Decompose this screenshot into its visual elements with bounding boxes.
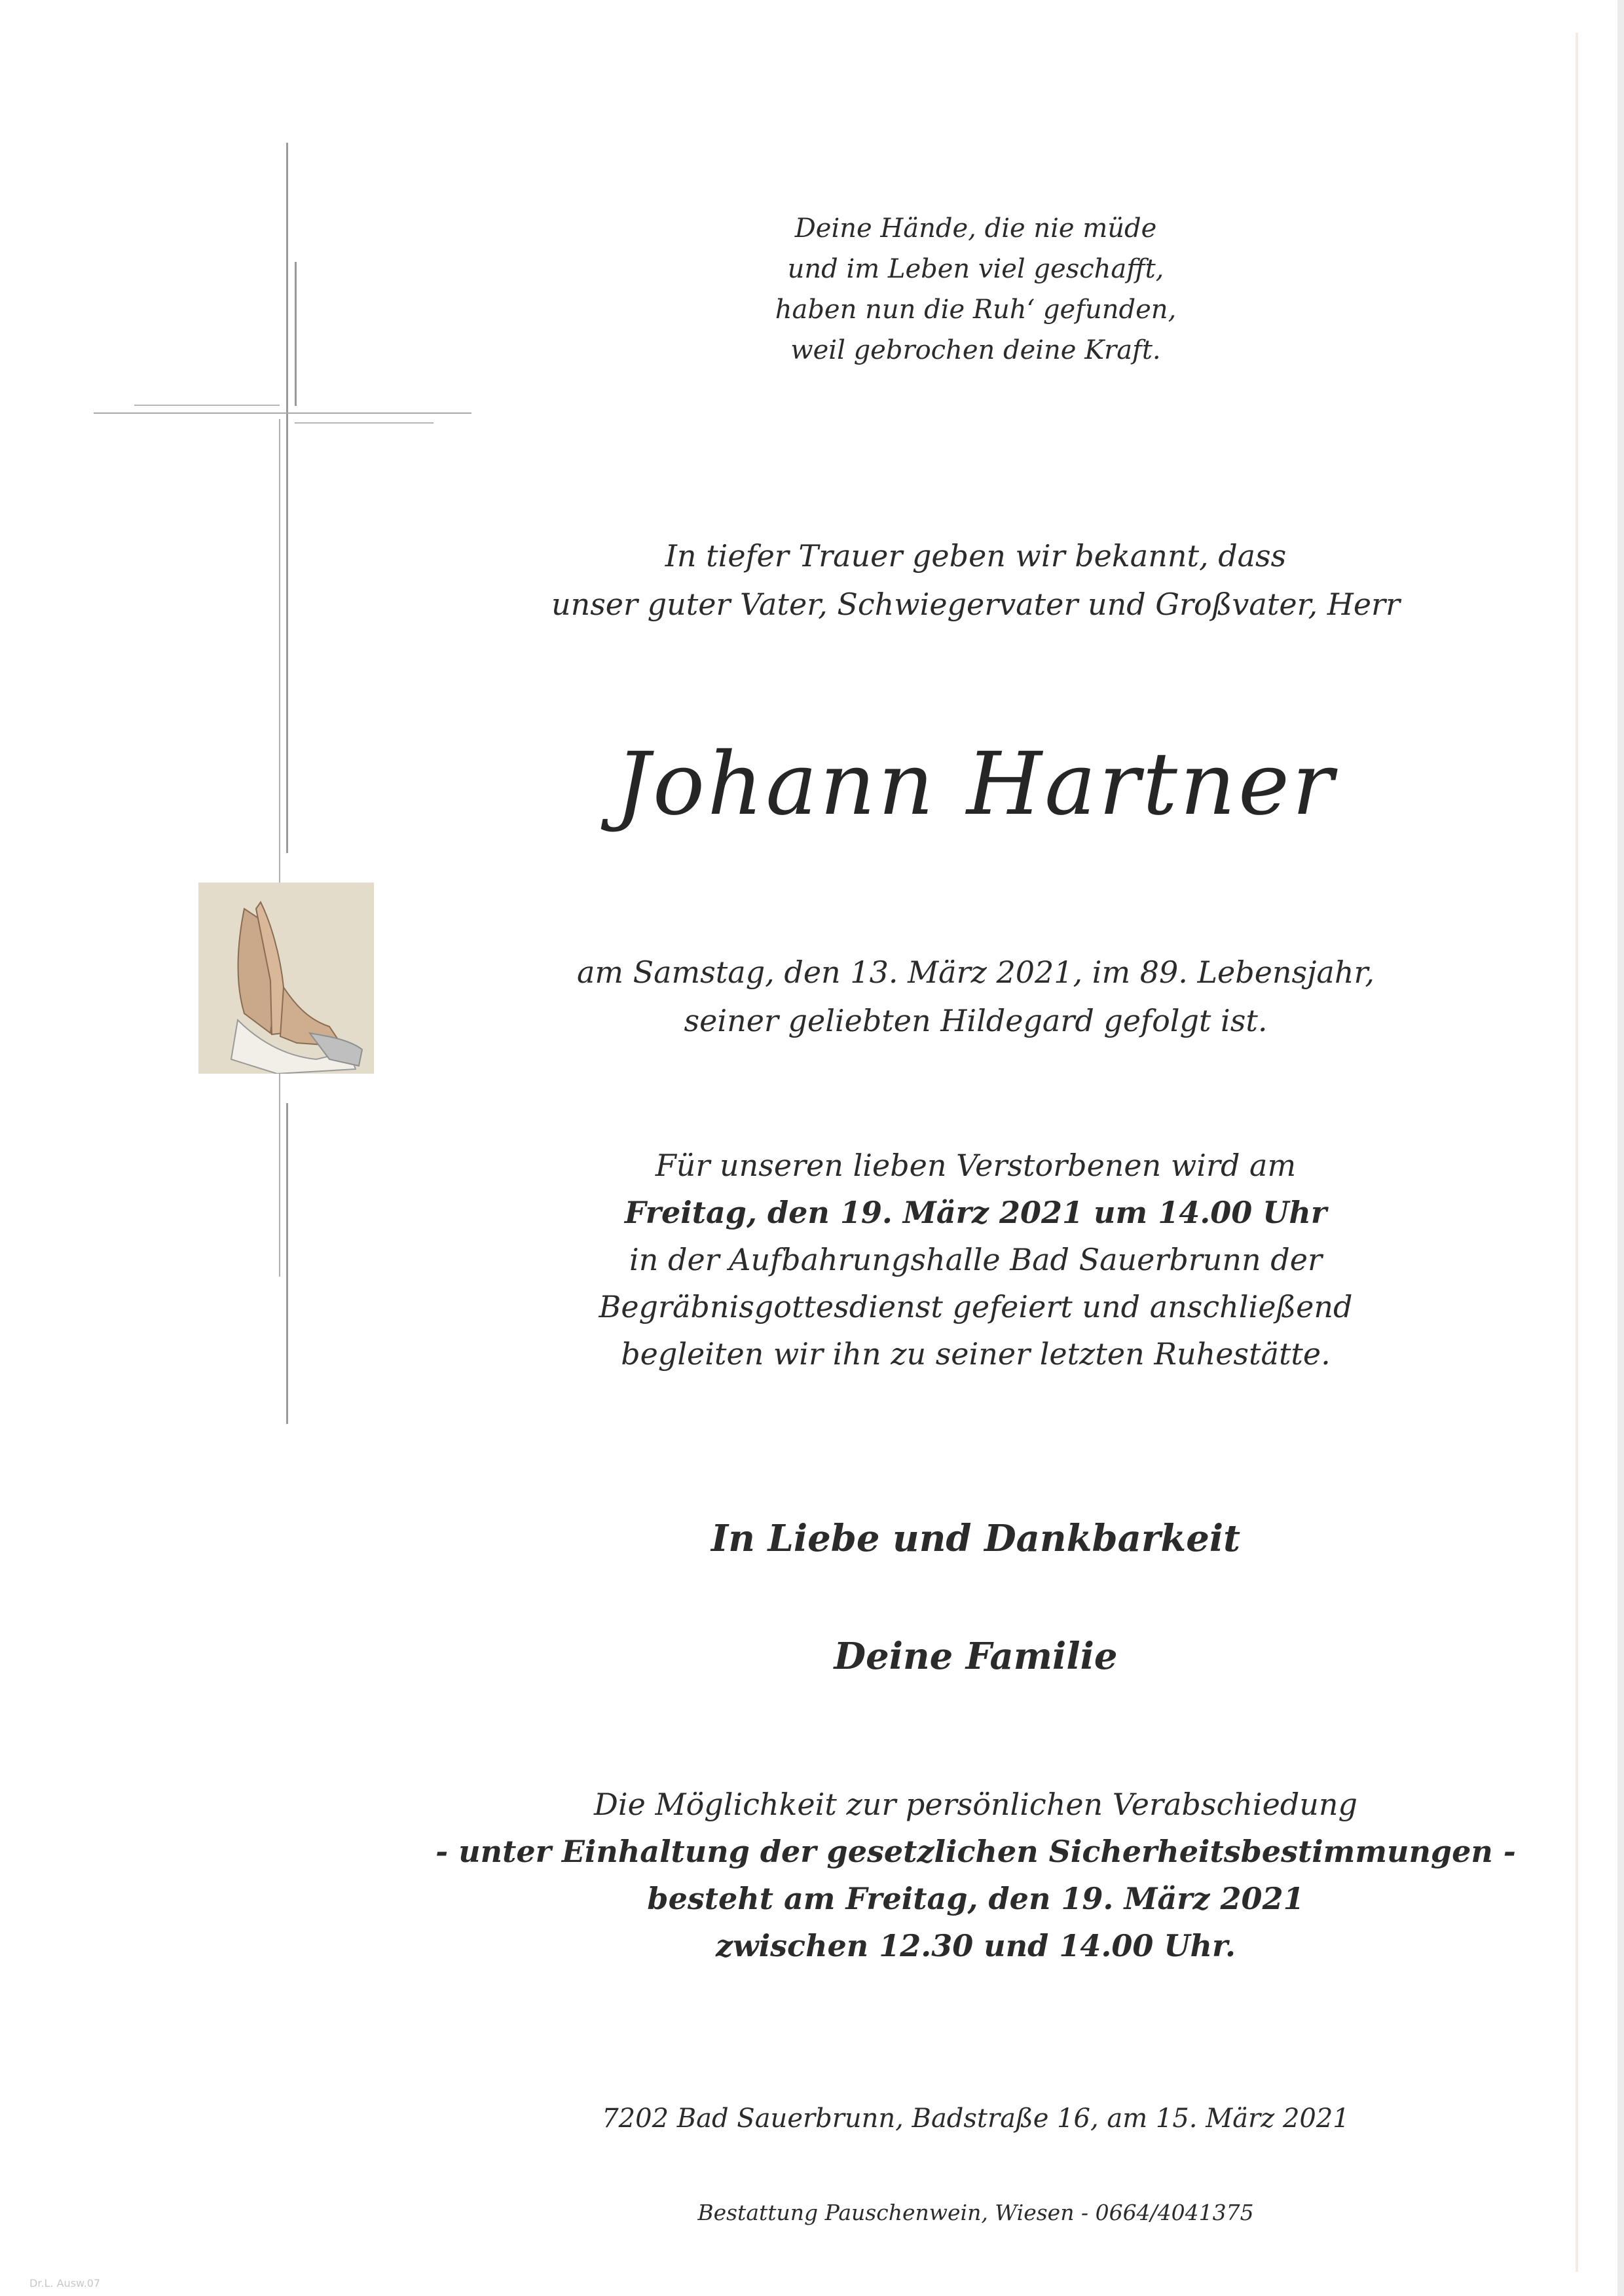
service-line: Für unseren lieben Verstorbenen wird am: [655, 1148, 1297, 1183]
poem-line: haben nun die Ruh‘ gefunden,: [775, 295, 1177, 325]
closing-phrase: In Liebe und Dankbarkeit: [711, 1517, 1240, 1560]
death-notice-line: seiner geliebten Hildegard gefolgt ist.: [684, 1003, 1268, 1038]
poem-line: Deine Hände, die nie müde: [794, 213, 1157, 244]
cross-vertical-line-thin: [279, 419, 280, 1277]
family-signature: Deine Familie: [834, 1635, 1118, 1678]
service-line: Begräbnisgottesdienst gefeiert und anschließend: [599, 1289, 1353, 1324]
service-line: in der Aufbahrungshalle Bad Sauerbrunn der: [629, 1242, 1322, 1277]
cross-vertical-line-short: [295, 262, 297, 406]
farewell-line: Die Möglichkeit zur persönlichen Verabschiedung: [594, 1787, 1357, 1822]
cross-vertical-line: [286, 143, 288, 853]
intro-line: unser guter Vater, Schwiegervater und Großvater, Herr: [551, 587, 1401, 622]
place-date: 7202 Bad Sauerbrunn, Badstraße 16, am 15. März 2021: [602, 2104, 1350, 2134]
service-line: begleiten wir ihn zu seiner letzten Ruhestätte.: [621, 1336, 1331, 1372]
farewell-line: - unter Einhaltung der gesetzlichen Sicherheitsbestimmungen -: [435, 1834, 1516, 1869]
praying-hands-image: [198, 883, 374, 1074]
cross-horizontal-line-left: [134, 405, 280, 406]
death-notice-line: am Samstag, den 13. März 2021, im 89. Lebensjahr,: [576, 955, 1375, 990]
scan-edge: [1617, 0, 1624, 2296]
page-edge: [1576, 33, 1578, 2272]
farewell-line: zwischen 12.30 und 14.00 Uhr.: [715, 1928, 1236, 1963]
cross-vertical-line-lower: [286, 1103, 288, 1424]
farewell-line: besteht am Freitag, den 19. März 2021: [647, 1881, 1304, 1916]
announcement-intro: [393, 532, 1559, 629]
undertaker-contact: Bestattung Pauschenwein, Wiesen - 0664/4041375: [697, 2200, 1254, 2225]
footer-code: Dr.L. Ausw.07: [29, 2277, 101, 2289]
death-notice: [393, 948, 1559, 1045]
funeral-service-info: [393, 1142, 1559, 1377]
cross-horizontal-line-right: [295, 422, 434, 424]
intro-line: In tiefer Trauer geben wir bekannt, dass: [665, 538, 1287, 574]
poem: [393, 208, 1559, 371]
deceased-name: Johann Hartner: [615, 734, 1337, 835]
poem-line: und im Leben viel geschafft,: [787, 254, 1164, 284]
poem-line: weil gebrochen deine Kraft.: [790, 335, 1161, 365]
farewell-info: [393, 1781, 1559, 1969]
service-date-time: Freitag, den 19. März 2021 um 14.00 Uhr: [624, 1195, 1327, 1230]
praying-hands-icon: [198, 883, 374, 1074]
cross-horizontal-line: [94, 412, 471, 414]
